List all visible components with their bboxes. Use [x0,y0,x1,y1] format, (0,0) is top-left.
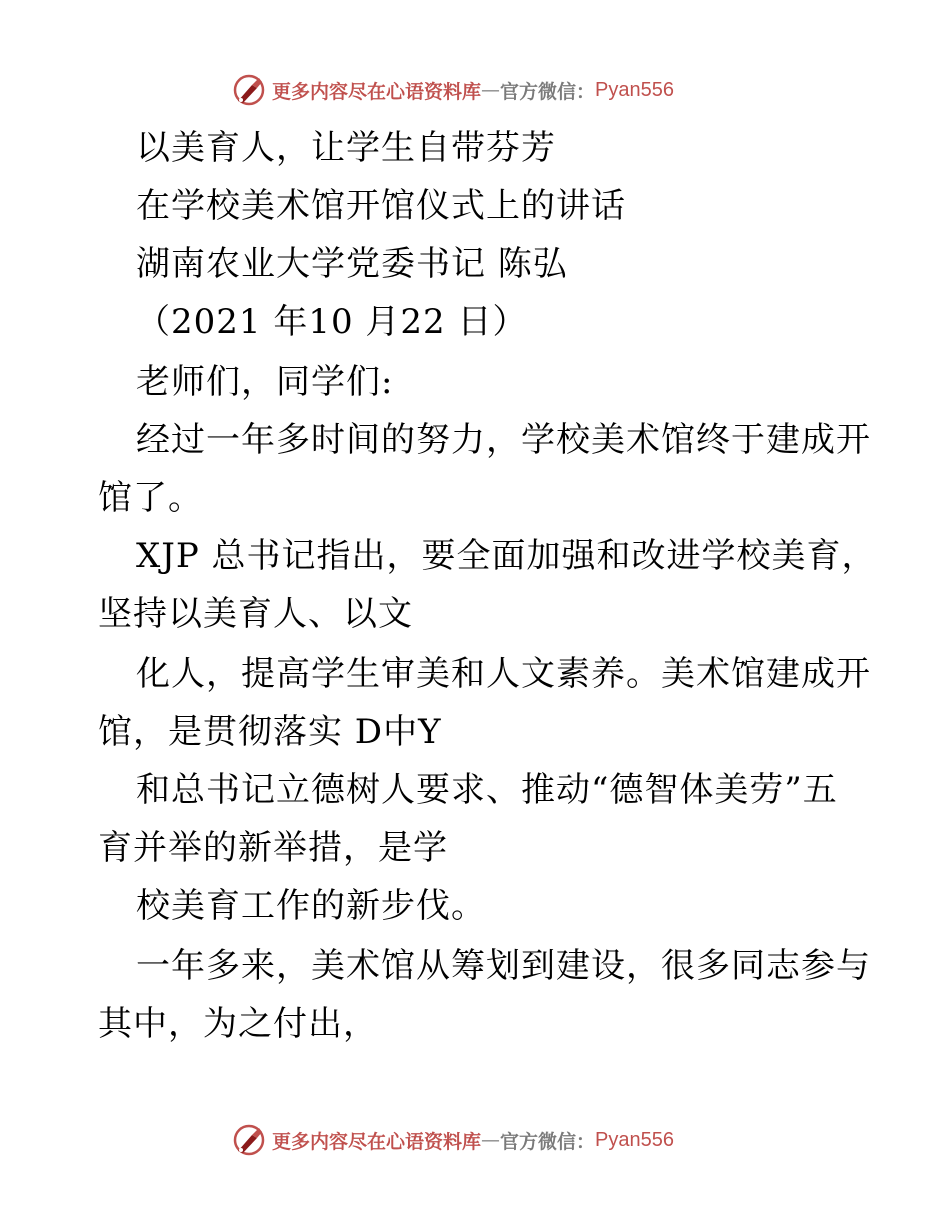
paragraph-line: 化人，提高学生审美和人文素养。美术馆建成开 [136,654,871,694]
paragraph-line: 其中，为之付出， [98,1004,378,1044]
watermark-wechat-label: 官方微信： [500,1130,596,1153]
watermark-text: 更多内容尽在心语资料库 [272,80,482,103]
speech-date: （2021 年10 月22 日） [136,302,528,342]
pen-logo-icon [232,73,266,107]
paragraph-line: 坚持以美育人、以文 [98,594,413,634]
watermark-text: 更多内容尽在心语资料库 [272,1130,482,1153]
paragraph-line: 校美育工作的新步伐。 [136,886,486,926]
salutation: 老师们，同学们: [136,362,394,402]
paragraph-line: XJP 总书记指出，要全面加强和改进学校美育， [136,536,877,576]
paragraph-line: 馆了。 [98,478,203,518]
paragraph-line: 馆，是贯彻落实 D中Y [98,712,442,752]
watermark-dash: — [481,79,501,101]
header-watermark [232,72,674,108]
watermark-dash: — [481,1129,501,1151]
watermark-wechat-label: 官方微信： [500,80,596,103]
speech-subtitle: 在学校美术馆开馆仪式上的讲话 [136,186,626,226]
watermark-wechat-id: Pyan556 [595,78,674,101]
paragraph-line: 和总书记立德树人要求、推动“德智体美劳”五 [136,770,838,810]
footer-watermark [232,1122,674,1158]
paragraph-line: 经过一年多时间的努力，学校美术馆终于建成开 [136,420,871,460]
speech-title: 以美育人，让学生自带芬芳 [136,128,556,168]
paragraph-line: 一年多来，美术馆从筹划到建设，很多同志参与 [136,946,871,986]
paragraph-line: 育并举的新举措，是学 [98,828,448,868]
watermark-wechat-id: Pyan556 [595,1128,674,1151]
pen-logo-icon [232,1123,266,1157]
speaker-line: 湖南农业大学党委书记 陈弘 [136,244,568,284]
